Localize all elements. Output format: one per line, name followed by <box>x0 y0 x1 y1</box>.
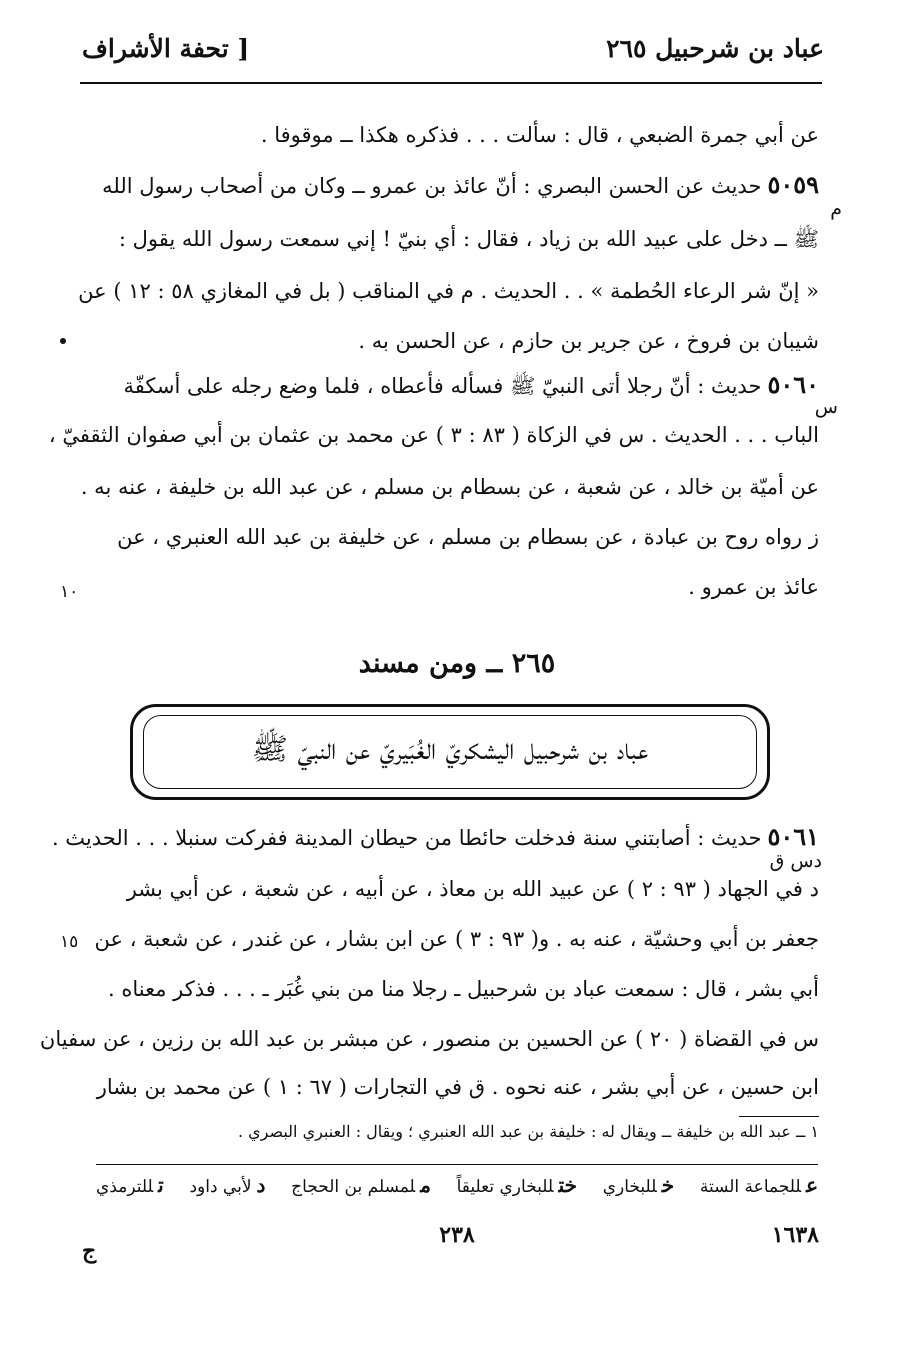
text-line: عائذ بن عمرو . <box>688 575 819 599</box>
text-line: شيبان بن فروخ ، عن جرير بن حازم ، عن الحسن به . <box>358 329 819 353</box>
section-heading: ٢٦٥ ــ ومن مسند <box>358 648 556 679</box>
text-line: حديث : أنّ رجلا أتى النبيّ ﷺ فسأله فأعطاه ، فلما وضع رجله على أسكفّة <box>123 374 762 398</box>
page-number: ٢٣٨ <box>439 1222 475 1248</box>
text-line: أبي بشر ، قال : سمعت عباد بن شرحبيل ـ رجلا منا من بني غُبَر ـ . . . فذكر معناه . <box>108 977 819 1001</box>
section-title: عباد بن شرحبيل اليشكريّ الغُبَيريّ عن النبيّ ﷺ <box>143 715 757 789</box>
sigla-marker: م <box>830 198 842 220</box>
abbreviation-item: دلأبي داود <box>189 1173 266 1197</box>
text-line: ز رواه روح بن عبادة ، عن بسطام بن مسلم ، عن خليفة بن عبد الله العنبري ، عن <box>117 525 819 549</box>
sigla-marker: دس ق <box>769 850 822 872</box>
text-line: ﷺ ــ دخل على عبيد الله بن زياد ، فقال : أي بنيّ ! إني سمعت رسول الله يقول : <box>118 227 819 251</box>
header-rule <box>80 82 822 84</box>
text-line: عن أبي جمرة الضبعي ، قال : سألت . . . فذكره هكذا ــ موقوفا . <box>260 123 819 147</box>
abbreviations-key <box>96 1173 818 1197</box>
text-line: د في الجهاد ( ٩٣ : ٢ ) عن عبيد الله بن معاذ ، عن أبيه ، عن شعبة ، عن أبي بشر <box>126 877 819 901</box>
abbreviation-item: عللجماعة الستة <box>699 1173 818 1197</box>
margin-line-number: ١٥ <box>60 932 79 952</box>
section-title-frame <box>130 704 770 800</box>
text-line: حديث : أصابتني سنة فدخلت حائطا من حيطان المدينة ففركت سنبلا . . . الحديث . <box>51 826 762 850</box>
footer-hadith-count: ١٦٣٨ <box>771 1222 819 1248</box>
abbreviation-item: خللبخاري <box>602 1173 675 1197</box>
abbreviations-rule <box>96 1164 818 1165</box>
volume-letter: ج <box>82 1238 97 1264</box>
hadith-5059-line <box>95 170 819 201</box>
text-line: س في القضاة ( ٢٠ ) عن الحسين بن منصور ، عن مبشر بن عبد الله بن رزين ، عن سفيان <box>39 1027 819 1051</box>
hadith-number: ٥٠٦١ <box>767 822 819 851</box>
sigla-marker: س <box>814 396 838 418</box>
text-line: « إنّ شر الرعاء الحُطمة » . . الحديث . م في المناقب ( بل في المغازي ٥٨ : ١٢ ) عن <box>78 279 819 303</box>
hadith-5061-line <box>51 822 819 853</box>
text-line: جعفر بن أبي وحشيّة ، عنه به . و( ٩٣ : ٣ ) عن ابن بشار ، عن غندر ، عن شعبة ، عن <box>94 927 819 951</box>
text-line: الباب . . . الحديث . س في الزكاة ( ٨٣ : ٣ ) عن محمد بن عثمان بن أبي صفوان الثقفيّ ، <box>48 423 819 447</box>
running-head-left: [ تحفة الأشراف <box>82 34 250 63</box>
abbreviation-item: ملمسلم بن الحجاج <box>291 1173 431 1197</box>
margin-dot <box>60 338 66 344</box>
footnote: ١ ــ عبد الله بن خليفة ــ ويقال له : خليفة بن عبد الله العنبري ؛ ويقال : العنبري البصري . <box>237 1122 819 1141</box>
abbreviation-item: تللترمذي <box>96 1173 164 1197</box>
running-head-right: عباد بن شرحبيل ٢٦٥ <box>606 34 824 63</box>
hadith-number: ٥٠٥٩ <box>767 170 819 199</box>
abbreviation-item: ختللبخاري تعليقاً <box>456 1173 577 1197</box>
text-line: ابن حسين ، عن أبي بشر ، عنه نحوه . ق في التجارات ( ٦٧ : ١ ) عن محمد بن بشار <box>96 1075 819 1099</box>
footnote-rule <box>739 1116 819 1117</box>
text-line: حديث عن الحسن البصري : أنّ عائذ بن عمرو ــ وكان من أصحاب رسول الله <box>102 174 762 198</box>
margin-line-number: ١٠ <box>60 582 79 602</box>
text-line: عن أميّة بن خالد ، عن شعبة ، عن بسطام بن مسلم ، عن عبد الله بن خليفة ، عنه به . <box>80 475 819 499</box>
hadith-number: ٥٠٦٠ <box>767 370 819 399</box>
hadith-5060-line <box>95 370 819 401</box>
